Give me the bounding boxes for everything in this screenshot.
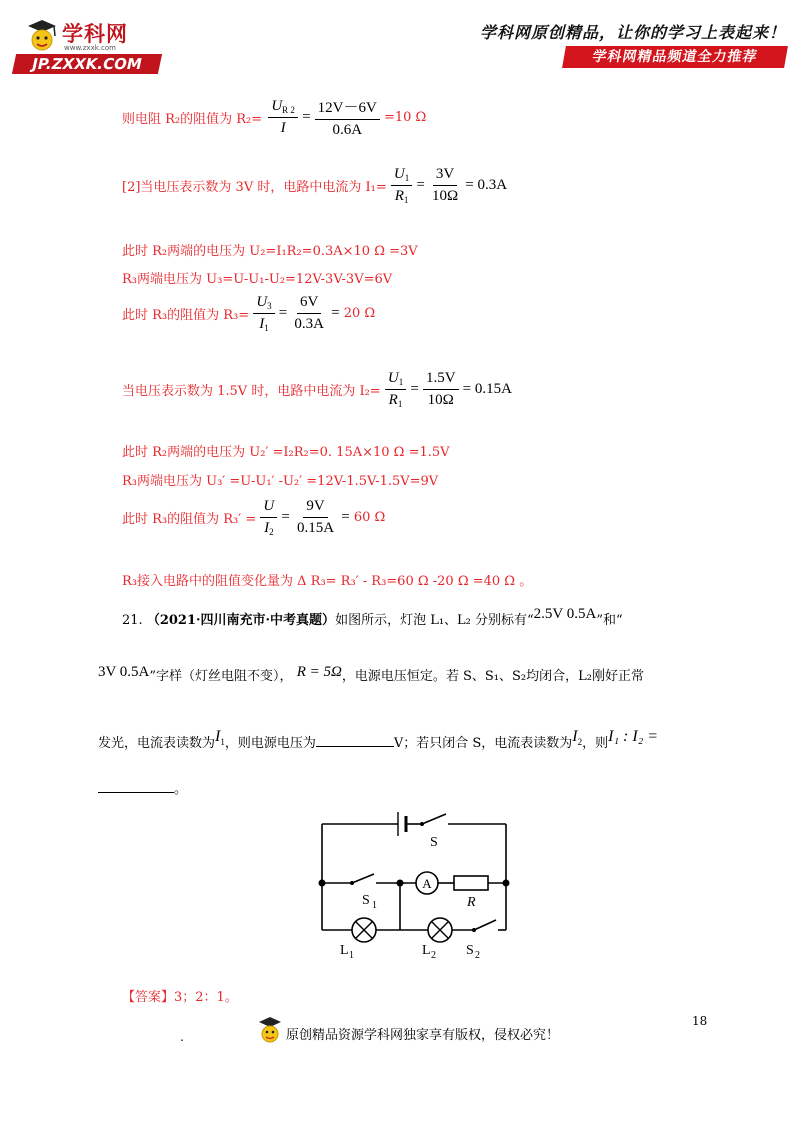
circuit-diagram bbox=[310, 800, 520, 960]
footer-mascot-icon bbox=[256, 1014, 284, 1048]
label-s: S bbox=[430, 835, 438, 850]
bulb-l1-icon bbox=[352, 918, 376, 942]
answer-blank-2[interactable] bbox=[98, 792, 174, 793]
label-s1: S bbox=[362, 893, 370, 908]
question-line-3: 发光，电流表读数为$I^1$，则电源电压为 V；若只闭合 S，电流表读数为$I^2$，则I₁ : I₂ = bbox=[98, 728, 659, 751]
mascot-icon bbox=[22, 16, 62, 56]
svg-text:1: 1 bbox=[372, 900, 377, 911]
logo-small-url: www.zxxk.com bbox=[64, 44, 116, 52]
label-l2: L bbox=[422, 943, 431, 958]
svg-text:A: A bbox=[422, 876, 432, 891]
solution-line-5: 此时 R₃的阻值为 R₃= $\frac{U_3}{I_1}$ = $\frac{6V}{0.3A}$ = 20 Ω bbox=[122, 294, 376, 333]
header-banner: 学科网精品频道全力推荐 bbox=[562, 46, 788, 68]
bulb-l2-icon bbox=[428, 918, 452, 942]
label-l1: L bbox=[340, 943, 349, 958]
answer-line bbox=[122, 986, 238, 1005]
label-r: R bbox=[467, 895, 476, 910]
logo-name: 学科网 bbox=[62, 22, 128, 46]
solution-line-1: 则电阻 R₂的阻值为 R₂= $\frac{U_{R 2}}{I}$ = $\frac{12V-6V}{0.6A}$ =10 Ω bbox=[122, 98, 427, 138]
logo-url: JP.ZXXK.COM bbox=[12, 54, 162, 74]
footer-copyright: 原创精品资源学科网独家享有版权，侵权必究！ bbox=[286, 1028, 560, 1043]
svg-text:2: 2 bbox=[431, 950, 436, 960]
bulb2-rating: 3V 0.5A bbox=[98, 664, 150, 680]
solution-line-7: 此时 R₂两端的电压为 U₂′ =I₂R₂=0. 15A×10 Ω =1.5V bbox=[122, 445, 450, 460]
solution-line-8: R₃两端电压为 U₃′ =U-U₁′ -U₂′ =12V-1.5V-1.5V=9V bbox=[122, 474, 439, 489]
switch-s-blade bbox=[422, 814, 446, 824]
answer-blank-1[interactable] bbox=[316, 746, 394, 747]
solution-line-6: 当电压表示数为 1.5V 时，电路中电流为 I₂= $\frac{U_1}{R_1}$ = $\frac{1.5V}{10\Omega}$ = 0.15A bbox=[122, 370, 512, 409]
question-line-4: 。 bbox=[98, 778, 187, 797]
resistor-value: R = 5Ω bbox=[296, 664, 342, 680]
solution-line-2: [2]当电压表示数为 3V 时，电路中电流为 I₁= $\frac{U_1}{R_1}$ = $\frac{3V}{10\Omega}$ = 0.3A bbox=[122, 166, 508, 205]
solution-line-3: 此时 R₂两端的电压为 U₂=I₁R₂=0.3A×10 Ω =3V bbox=[122, 244, 418, 259]
header-slogan: 学科网原创精品，让你的学习上表起来！ bbox=[479, 23, 786, 42]
svg-text:1: 1 bbox=[349, 950, 354, 960]
page-number: 18 bbox=[692, 1014, 708, 1028]
solution-line-10: R₃接入电路中的阻值变化量为 Δ R₃= R₃′ - R₃=60 Ω -20 Ω =40 Ω 。 bbox=[122, 574, 533, 589]
question-line-2: 3V 0.5A”字样（灯丝电阻不变）， R = 5Ω，电源电压恒定。若 S、S₁、S₂均闭合，L₂刚好正常 bbox=[98, 664, 644, 684]
answer-label: 【答案】 bbox=[122, 990, 175, 1005]
question-source: （2021·四川南充市·中考真题） bbox=[146, 613, 336, 628]
svg-text:2: 2 bbox=[475, 950, 480, 960]
footer-dot: . bbox=[180, 1030, 184, 1044]
site-logo bbox=[14, 14, 160, 76]
bulb1-rating: 2.5V 0.5A bbox=[533, 606, 597, 622]
question-number: 21. bbox=[122, 613, 143, 628]
solution-line-4: R₃两端电压为 U₃=U-U₁-U₂=12V-3V-3V=6V bbox=[122, 272, 393, 287]
question-line-1: 21. （2021·四川南充市·中考真题）如图所示，灯泡 L₁、L₂ 分别标有“2.5V 0.5A”和“ bbox=[122, 606, 623, 628]
solution-line-9: 此时 R₃的阻值为 R₃′ = $\frac{U}{I_2}$ = $\frac{9V}{0.15A}$ = 60 Ω bbox=[122, 498, 386, 537]
label-s2: S bbox=[466, 943, 474, 958]
answer-value: 3；2：1。 bbox=[174, 990, 238, 1005]
